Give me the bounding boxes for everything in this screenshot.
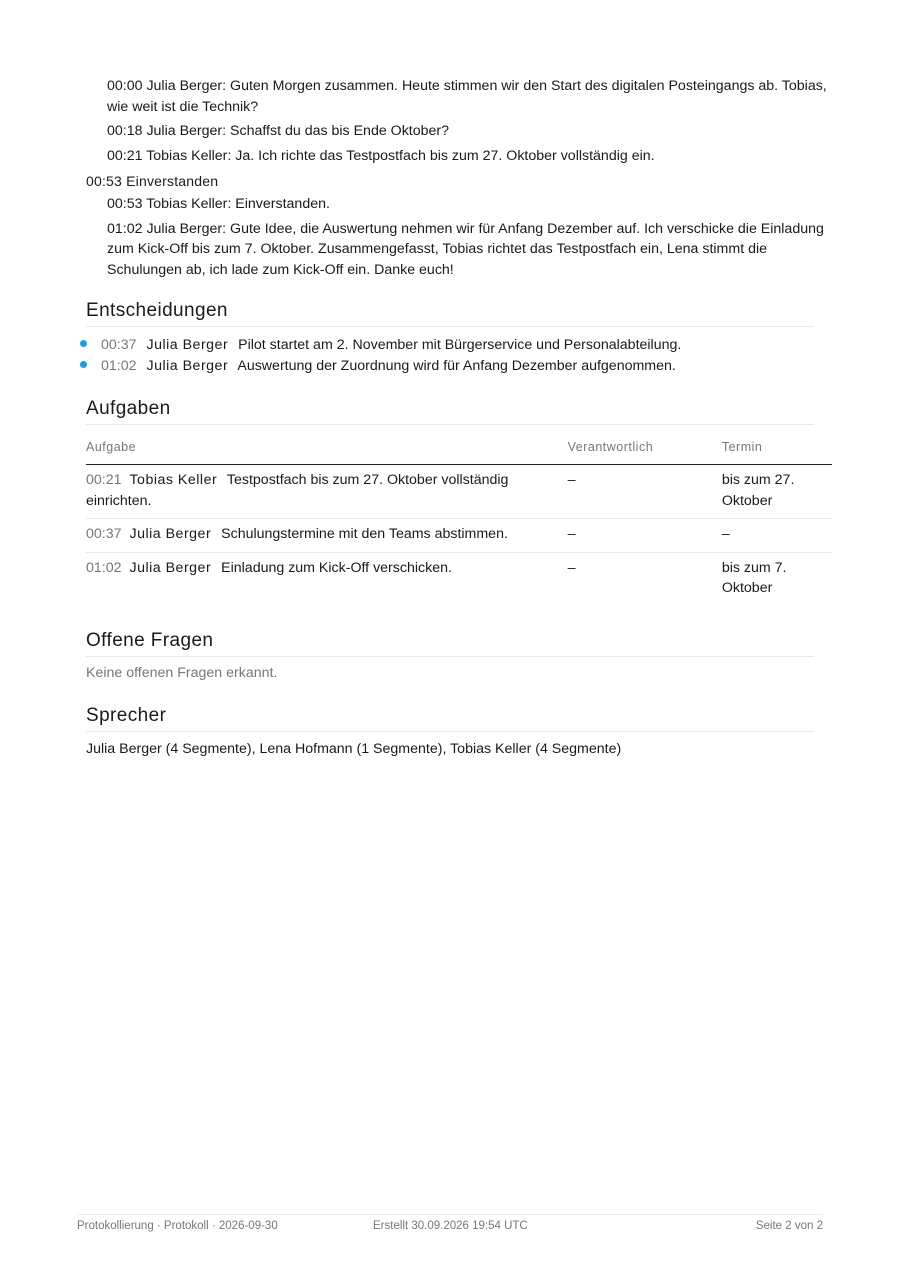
task-speaker: Julia Berger [129,526,212,542]
open-questions-section [86,630,832,681]
table-row [86,465,832,519]
decision-text: Auswertung der Zuordnung wird für Anfang Dezember aufgenommen. [237,358,676,374]
due-cell: bis zum 27. Oktober [722,465,832,519]
decisions-list [86,335,832,377]
column-header-due: Termin [722,431,832,465]
task-cell [86,519,568,553]
footer-created-timestamp: Erstellt 30.09.2026 19:54 UTC [373,1220,528,1232]
decision-item [86,356,832,377]
task-time: 01:02 [86,559,122,576]
responsible-cell: – [567,559,576,576]
open-questions-title: Offene Fragen [86,630,814,657]
column-header-task: Aufgabe [86,431,568,465]
decisions-section [86,300,832,377]
bullet-dot-icon [80,361,87,368]
open-questions-empty-text: Keine offenen Fragen erkannt. [86,664,278,681]
transcript-segment: 00:18 Julia Berger: Schaffst du das bis Ende Oktober? [107,123,450,139]
tasks-section [86,398,832,606]
protocol-content [86,76,832,757]
transcript-segment: 00:00 Julia Berger: Guten Morgen zusammen. Heute stimmen wir den Start des digitalen Posteingangs ab. Tobias, wie weit ist die Technik? [107,78,827,115]
transcript-block-1 [86,76,832,166]
task-text: Testpostfach bis zum 27. Oktober vollständig einrichten. [86,472,509,509]
transcript-topic-heading: 00:53 Einverstanden [86,173,219,189]
bullet-dot-icon [80,340,87,347]
page-footer [77,1214,823,1240]
responsible-cell: – [568,519,722,553]
decision-speaker: Julia Berger [146,358,229,374]
tasks-title: Aufgaben [86,398,814,425]
task-text: Einladung zum Kick-Off verschicken. [221,559,452,576]
speakers-summary: Julia Berger (4 Segmente), Lena Hofmann (1 Segmente), Tobias Keller (4 Segmente) [86,740,622,757]
task-cell [86,552,568,606]
decision-text: Pilot startet am 2. November mit Bürgerservice und Personalabteilung. [238,337,682,353]
task-speaker: Julia Berger [129,559,212,576]
task-speaker: Tobias Keller [129,472,218,488]
table-row [86,552,832,606]
responsible-cell: – [568,465,722,519]
table-header-row [86,431,832,465]
footer-document-info: Protokollierung · Protokoll · 2026-09-30 [77,1220,278,1232]
decisions-title: Entscheidungen [86,300,814,327]
task-time: 00:21 [86,472,122,488]
speakers-section [86,705,832,757]
task-cell [86,465,568,519]
transcript-block-2 [86,194,832,280]
decision-speaker: Julia Berger [146,337,229,353]
decision-time: 01:02 [101,358,137,374]
tasks-table [86,431,832,606]
footer-page-number: Seite 2 von 2 [755,1220,823,1232]
transcript-segment: 00:53 Tobias Keller: Einverstanden. [107,196,330,212]
table-row [86,519,832,553]
task-text: Schulungstermine mit den Teams abstimmen. [221,526,508,542]
transcript-segment: 01:02 Julia Berger: Gute Idee, die Auswertung nehmen wir für Anfang Dezember auf. Ich verschicke die Einladung zum Kick-Off bis zum 7. Oktober. Zusammengefasst, Tobias richtet das Testpostfach ein, Lena stimmt die Schulungen ab, ich lade zum Kick-Off ein. Danke euch! [107,220,824,278]
due-cell: – [722,519,832,553]
due-cell: bis zum 7. Oktober [721,559,787,596]
decision-item [86,335,832,356]
column-header-responsible: Verantwortlich [568,431,722,465]
task-time: 00:37 [86,526,122,542]
speakers-title: Sprecher [86,705,814,732]
decision-time: 00:37 [101,337,137,353]
transcript-segment: 00:21 Tobias Keller: Ja. Ich richte das Testpostfach bis zum 27. Oktober vollständig ein. [107,147,655,164]
